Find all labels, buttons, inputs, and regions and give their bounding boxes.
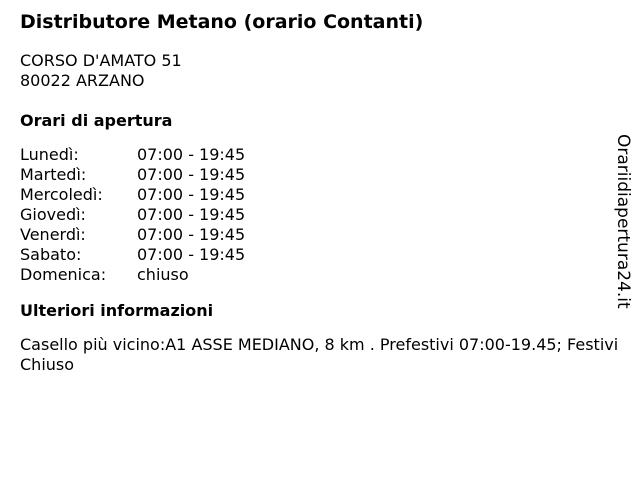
day-hours: 07:00 - 19:45 [137,225,246,244]
address-street: CORSO D'AMATO 51 [20,51,182,70]
hours-row-saturday [20,245,620,265]
hours-row-thursday [20,205,620,225]
day-label: Sabato: [20,245,82,264]
page-title: Distributore Metano (orario Contanti) [20,11,424,33]
opening-hours-table [20,145,620,285]
station-card [20,8,620,375]
address-city: 80022 ARZANO [20,71,145,90]
day-label: Lunedì: [20,145,79,164]
address-block [20,51,620,91]
more-info-text: Casello più vicino:A1 ASSE MEDIANO, 8 km . Prefestivi 07:00-19.45; Festivi Chiuso [20,335,619,374]
day-label: Giovedì: [20,205,86,224]
day-label: Domenica: [20,265,107,284]
day-hours: 07:00 - 19:45 [137,245,246,264]
day-label: Mercoledì: [20,185,103,204]
hours-row-friday [20,225,620,245]
day-hours: 07:00 - 19:45 [137,185,246,204]
opening-hours-heading: Orari di apertura [20,111,173,130]
brand-watermark [610,134,636,310]
hours-row-tuesday [20,165,620,185]
brand-watermark-text: Orariidiapertura24.it [613,134,633,309]
hours-row-sunday [20,265,620,285]
more-info-heading: Ulteriori informazioni [20,301,214,320]
day-hours: chiuso [137,265,189,284]
hours-row-wednesday [20,185,620,205]
day-label: Martedì: [20,165,87,184]
day-hours: 07:00 - 19:45 [137,165,246,184]
day-hours: 07:00 - 19:45 [137,205,246,224]
hours-row-monday [20,145,620,165]
day-label: Venerdì: [20,225,86,244]
day-hours: 07:00 - 19:45 [137,145,246,164]
